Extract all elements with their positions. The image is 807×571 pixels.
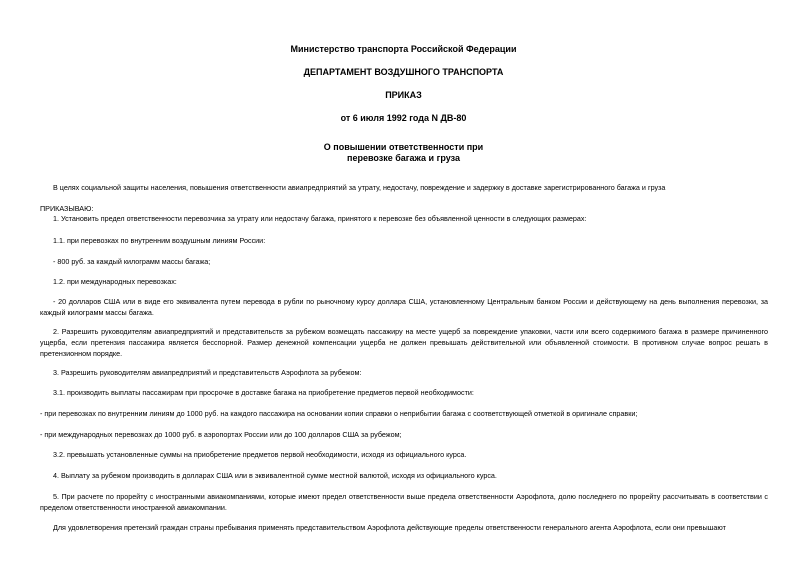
department-name: ДЕПАРТАМЕНТ ВОЗДУШНОГО ТРАНСПОРТА	[303, 67, 504, 77]
document-type: ПРИКАЗ	[385, 90, 422, 100]
paragraph-1-2-a: - 20 долларов США или в виде его эквивалента путем перевода в рубли по рыночному курсу доллара США, установленному Центральным банком России и действующему на день выполнения перевозки, за каждый килограмм массы багажа.	[40, 297, 768, 317]
paragraph-5: 5. При расчете по прорейту с иностранными авиакомпаниями, которые имеют предел ответственности выше предела ответственности Аэрофлота, долю последнего по прорейту рассчитывать в соответствии с пределом ответственности иностранной авиакомпании.	[40, 492, 768, 512]
paragraph-3-1: 3.1. производить выплаты пассажирам при просрочке в доставке багажа на приобретение предметов первой необходимости:	[53, 388, 474, 397]
paragraph-3-1-b: - при международных перевозках до 1000 руб. в аэропортах России или до 100 долларов США за рубежом;	[40, 430, 402, 439]
document-date-number: от 6 июля 1992 года N ДВ-80	[340, 113, 467, 123]
paragraph-3: 3. Разрешить руководителям авиапредприятий и представительств Аэрофлота за рубежом:	[53, 368, 362, 377]
paragraph-2: 2. Разрешить руководителям авиапредприятий и представительств за рубежом возмещать пассажиру на месте ущерб за повреждение упаковки, части или всего содержимого багажа в размере причиненного ущерба, если претензия пассажира является бесспорной. Размер денежной компенсации ущерба не должен превышать действительной или объявленной стоимости. В противном случае вопрос решать в претензионном порядке.	[40, 327, 768, 358]
paragraph-3-2: 3.2. превышать установленные суммы на приобретение предметов первой необходимости, исходя из официального курса.	[53, 450, 467, 459]
paragraph-6: Для удовлетворения претензий граждан страны пребывания применять представительством Аэрофлота действующие пределы ответственности генерального агента Аэрофлота, если они превышают	[53, 523, 726, 532]
paragraph-1-2: 1.2. при международных перевозках:	[53, 277, 177, 286]
ministry-name: Министерство транспорта Российской Федерации	[290, 44, 517, 54]
order-word: ПРИКАЗЫВАЮ:	[40, 204, 94, 213]
paragraph-3-1-a: - при перевозках по внутренним линиям до 1000 руб. на каждого пассажира на основании копии справки о неприбытии багажа с соответствующей отметкой в оригинале справки;	[40, 409, 638, 418]
document-title-line1: О повышении ответственности при	[323, 142, 484, 152]
paragraph-1: 1. Установить предел ответственности перевозчика за утрату или недостачу багажа, принятого к перевозке без объявленной ценности в следующих размерах:	[53, 214, 587, 223]
paragraph-1-1-a: - 800 руб. за каждый килограмм массы багажа;	[53, 257, 211, 266]
paragraph-1-1: 1.1. при перевозках по внутренним воздушным линиям России:	[53, 236, 266, 245]
intro-paragraph: В целях социальной защиты населения, повышения ответственности авиапредприятий за утрату, недостачу, повреждение и задержку в доставке зарегистрированного багажа и груза	[53, 183, 666, 192]
document-title-line2: перевозке багажа и груза	[347, 153, 460, 163]
paragraph-4: 4. Выплату за рубежом производить в долларах США или в эквивалентной сумме местной валютой, исходя из официального курса.	[53, 471, 497, 480]
